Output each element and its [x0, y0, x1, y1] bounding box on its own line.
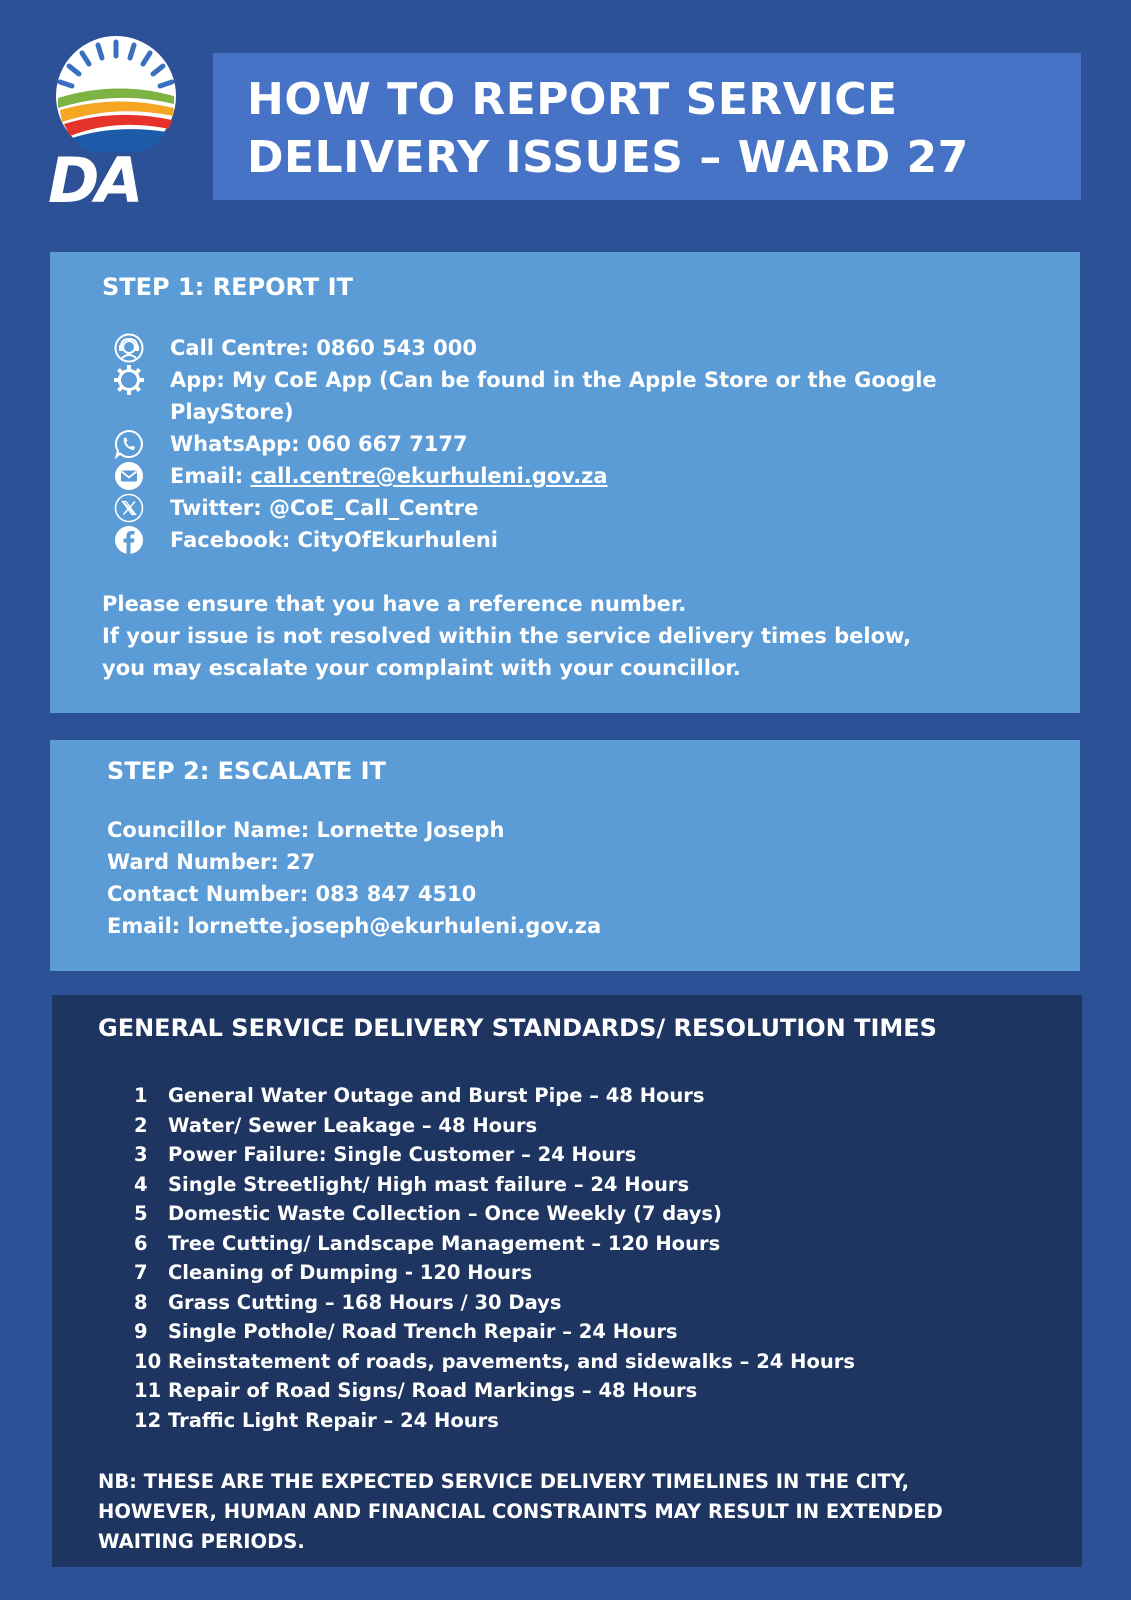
list-item — [134, 1170, 1082, 1200]
contact-email — [102, 460, 1080, 492]
list-item — [134, 1229, 1082, 1259]
list-item-text: General Water Outage and Burst Pipe – 48 Hours — [168, 1084, 705, 1107]
list-item-text: Grass Cutting – 168 Hours / 30 Days — [168, 1290, 562, 1314]
list-item — [134, 1199, 1082, 1229]
x-twitter-icon — [112, 492, 146, 524]
list-item — [134, 1111, 1082, 1141]
nb-line-2: HOWEVER, HUMAN AND FINANCIAL CONSTRAINTS MAY RESULT IN EXTENDED — [98, 1500, 943, 1523]
email-icon — [112, 460, 146, 492]
list-item — [134, 1288, 1082, 1318]
contact-whatsapp-text: WhatsApp: 060 667 7177 — [170, 432, 468, 456]
contact-whatsapp — [102, 428, 1080, 460]
list-item-number: 10 — [134, 1349, 162, 1373]
nb-line-3: WAITING PERIODS. — [98, 1530, 305, 1553]
contact-facebook — [102, 524, 1080, 556]
standards-panel — [52, 995, 1082, 1567]
da-logo — [48, 32, 184, 218]
list-item-number: 7 — [134, 1261, 148, 1284]
step2-panel — [50, 740, 1080, 971]
list-item-number: 4 — [134, 1172, 148, 1196]
list-item-number: 1 — [134, 1084, 148, 1107]
list-item — [134, 1376, 1082, 1406]
list-item-number: 11 — [134, 1379, 162, 1402]
contact-app-text: App: My CoE App (Can be found in the Apple Store or the Google PlayStore) — [170, 368, 937, 424]
councillor-details — [107, 814, 1080, 942]
list-item-number: 8 — [134, 1290, 148, 1314]
call-centre-email-link[interactable]: call.centre@ekurhuleni.gov.za — [250, 464, 608, 488]
nb-line-1: NB: THESE ARE THE EXPECTED SERVICE DELIVERY TIMELINES IN THE CITY, — [98, 1470, 909, 1493]
nb-note — [98, 1467, 1082, 1557]
step1-heading: STEP 1: REPORT IT — [102, 273, 353, 301]
contact-list — [102, 332, 1080, 556]
gear-icon — [112, 364, 146, 396]
list-item-text: Single Pothole/ Road Trench Repair – 24 Hours — [168, 1320, 678, 1343]
standards-list — [98, 1081, 1082, 1435]
headset-icon — [112, 332, 146, 364]
list-item-number: 6 — [134, 1231, 148, 1255]
ward-number: Ward Number: 27 — [107, 850, 316, 874]
facebook-icon — [112, 524, 146, 556]
list-item-number: 12 — [134, 1408, 162, 1432]
contact-email-label: Email: — [170, 464, 251, 488]
list-item-number: 5 — [134, 1202, 148, 1225]
councillor-name: Councillor Name: Lornette Joseph — [107, 818, 505, 842]
list-item-number: 2 — [134, 1113, 148, 1137]
list-item — [134, 1258, 1082, 1288]
contact-twitter — [102, 492, 1080, 524]
list-item — [134, 1081, 1082, 1111]
contact-call-centre-text: Call Centre: 0860 543 000 — [170, 336, 477, 360]
list-item-number: 9 — [134, 1320, 148, 1343]
contact-call-centre — [102, 332, 1080, 364]
standards-heading: GENERAL SERVICE DELIVERY STANDARDS/ RESOLUTION TIMES — [98, 1014, 937, 1042]
step1-notes — [102, 588, 1080, 684]
list-item — [134, 1406, 1082, 1436]
list-item-text: Traffic Light Repair – 24 Hours — [168, 1408, 499, 1432]
list-item-text: Single Streetlight/ High mast failure – 24 Hours — [168, 1172, 690, 1196]
list-item-text: Cleaning of Dumping - 120 Hours — [168, 1261, 533, 1284]
councillor-email: Email: lornette.joseph@ekurhuleni.gov.za — [107, 914, 602, 938]
list-item-text: Power Failure: Single Customer – 24 Hours — [168, 1143, 637, 1166]
step1-panel — [50, 252, 1080, 713]
da-logo-emblem — [48, 32, 184, 152]
page-title-line-1: HOW TO REPORT SERVICE — [247, 74, 898, 125]
list-item-text: Tree Cutting/ Landscape Management – 120 Hours — [168, 1231, 721, 1255]
list-item-text: Repair of Road Signs/ Road Markings – 48 Hours — [168, 1379, 698, 1402]
da-logo-text: DA — [48, 144, 140, 217]
note-line-2: If your issue is not resolved within the service delivery times below, — [102, 624, 912, 648]
list-item-text: Water/ Sewer Leakage – 48 Hours — [168, 1113, 538, 1137]
page-title-line-2: DELIVERY ISSUES – WARD 27 — [247, 132, 969, 183]
step2-heading: STEP 2: ESCALATE IT — [107, 757, 386, 785]
list-item-text: Reinstatement of roads, pavements, and sidewalks – 24 Hours — [168, 1349, 855, 1373]
contact-twitter-text: Twitter: @CoE_Call_Centre — [170, 496, 479, 520]
list-item — [134, 1347, 1082, 1377]
list-item-number: 3 — [134, 1143, 148, 1166]
note-line-1: Please ensure that you have a reference number. — [102, 592, 687, 616]
list-item — [134, 1317, 1082, 1347]
list-item-text: Domestic Waste Collection – Once Weekly (7 days) — [168, 1202, 722, 1225]
contact-app — [102, 364, 1080, 428]
page-title-banner — [213, 53, 1081, 200]
contact-facebook-text: Facebook: CityOfEkurhuleni — [170, 528, 498, 552]
note-line-3: you may escalate your complaint with your councillor. — [102, 656, 741, 680]
contact-number: Contact Number: 083 847 4510 — [107, 882, 477, 906]
whatsapp-icon — [112, 428, 146, 460]
list-item — [134, 1140, 1082, 1170]
